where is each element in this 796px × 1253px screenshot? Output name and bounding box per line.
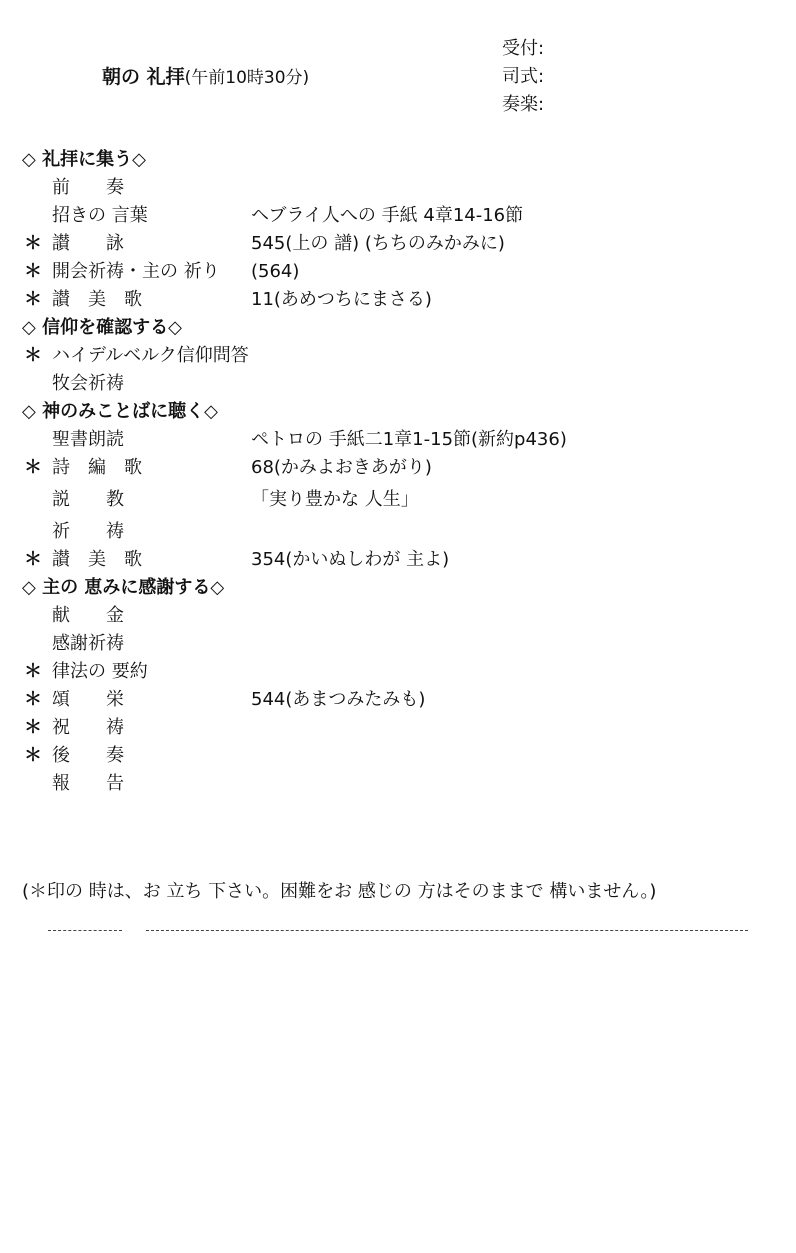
- stand-mark: ＊: [24, 717, 42, 738]
- program-item: 祝 祷: [52, 717, 124, 738]
- program-detail: 「実り豊かな 人生」: [251, 489, 419, 510]
- program-detail: 544(あまつみたみも): [251, 689, 426, 710]
- program-detail: ペトロの 手紙二1章1-15節(新約p436): [251, 429, 567, 450]
- stand-mark: ＊: [24, 289, 42, 310]
- program-item: 前 奏: [52, 177, 124, 198]
- program-item: 開会祈祷・主の 祈り: [52, 261, 220, 282]
- section-title: ◇ 主の 恵みに感謝する◇: [22, 577, 225, 598]
- section-title: ◇ 礼拝に集う◇: [22, 149, 146, 170]
- staff-organist-label: 奏楽:: [502, 94, 545, 115]
- program-item: 律法の 要約: [52, 661, 148, 682]
- stand-mark: ＊: [24, 457, 42, 478]
- program-detail: 68(かみよおきあがり): [251, 457, 432, 478]
- program-item: 頌 栄: [52, 689, 124, 710]
- standing-notice: (＊印の 時は、お 立ち 下さい。困難をお 感じの 方はそのままで 構いません。): [22, 881, 657, 902]
- program-item: ハイデルベルク信仰問答: [52, 345, 249, 366]
- program-item: 讃 詠: [52, 233, 124, 254]
- section-title: ◇ 神のみことばに聴く◇: [22, 401, 218, 422]
- program-item: 報 告: [52, 773, 124, 794]
- program-detail: ヘブライ人への 手紙 4章14-16節: [251, 205, 524, 226]
- program-row: [22, 258, 762, 286]
- program-row: [22, 742, 762, 770]
- program-row: [22, 230, 762, 258]
- stand-mark: ＊: [24, 233, 42, 254]
- program-row: [22, 426, 762, 454]
- program-row: [22, 342, 762, 370]
- program-item: 感謝祈祷: [52, 633, 124, 654]
- program-row: [22, 174, 762, 202]
- stand-mark: ＊: [24, 549, 42, 570]
- program-item: 献 金: [52, 605, 124, 626]
- section-heading: [22, 314, 762, 342]
- stand-mark: ＊: [24, 261, 42, 282]
- program-row: [22, 482, 762, 518]
- program-detail: 354(かいぬしわが 主よ): [251, 549, 450, 570]
- program-row: [22, 370, 762, 398]
- section-heading: [22, 574, 762, 602]
- program-row: [22, 602, 762, 630]
- program-row: [22, 686, 762, 714]
- service-title-main: 朝の 礼拝: [102, 66, 185, 88]
- program-row: [22, 658, 762, 686]
- program-item: 説 教: [52, 489, 124, 510]
- program-detail: 11(あめつちにまさる): [251, 289, 432, 310]
- staff-roles: [502, 35, 544, 119]
- program-row: [22, 770, 762, 798]
- program-row: [22, 286, 762, 314]
- stand-mark: ＊: [24, 345, 42, 366]
- staff-reception-label: 受付:: [502, 38, 545, 59]
- program-row: [22, 202, 762, 230]
- stand-mark: ＊: [24, 745, 42, 766]
- program-row: [22, 630, 762, 658]
- program-item: 後 奏: [52, 745, 124, 766]
- separator-short: [48, 930, 122, 931]
- stand-mark: ＊: [24, 689, 42, 710]
- order-of-service: [22, 146, 762, 798]
- program-item: 詩 編 歌: [52, 457, 142, 478]
- program-item: 牧会祈祷: [52, 373, 124, 394]
- service-time: (午前10時30分): [184, 68, 310, 88]
- staff-presider-label: 司式:: [502, 66, 545, 87]
- program-item: 招きの 言葉: [52, 205, 148, 226]
- section-heading: [22, 146, 762, 174]
- service-title: [102, 62, 309, 89]
- program-item: 聖書朗読: [52, 429, 124, 450]
- program-row: [22, 714, 762, 742]
- program-detail: (564): [251, 261, 300, 282]
- separator-long: [146, 930, 748, 931]
- section-title: ◇ 信仰を確認する◇: [22, 317, 182, 338]
- program-item: 讃 美 歌: [52, 289, 142, 310]
- section-heading: [22, 398, 762, 426]
- program-detail: 545(上の 譜) (ちちのみかみに): [251, 233, 505, 254]
- program-item: 祈 祷: [52, 521, 124, 542]
- program-item: 讃 美 歌: [52, 549, 142, 570]
- program-row: [22, 454, 762, 482]
- program-row: [22, 518, 762, 546]
- program-row: [22, 546, 762, 574]
- stand-mark: ＊: [24, 661, 42, 682]
